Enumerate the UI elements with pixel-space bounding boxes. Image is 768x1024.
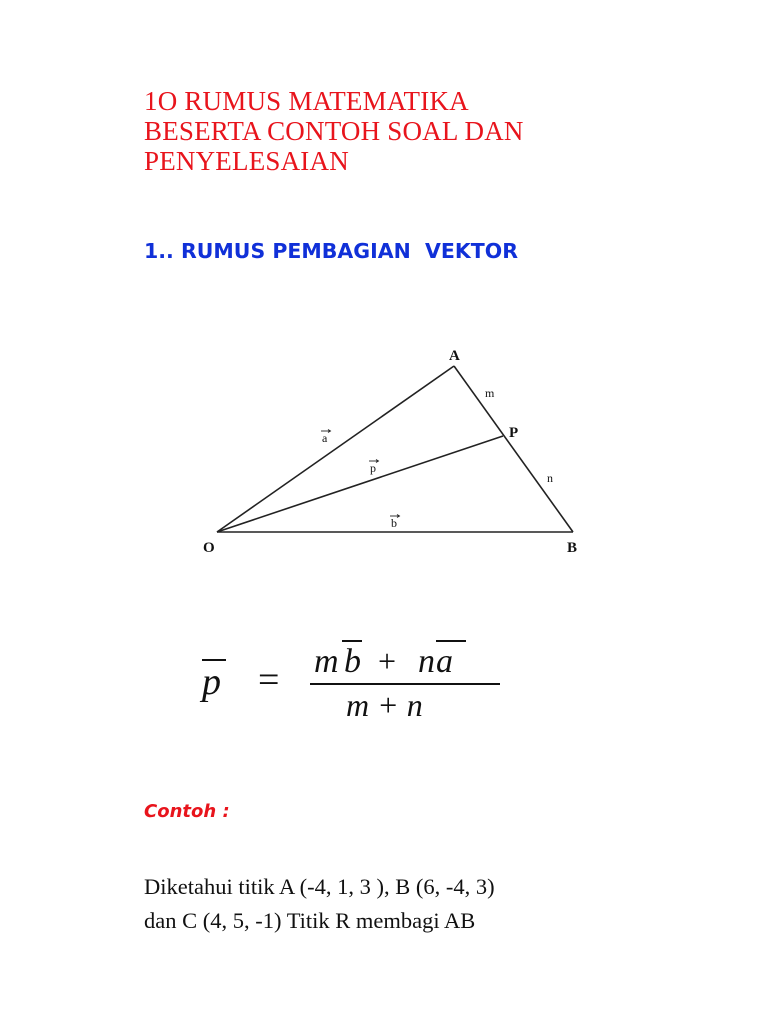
formula-lhs: p bbox=[202, 661, 221, 703]
formula-equals: = bbox=[258, 659, 280, 701]
title-line-2: BESERTA CONTOH SOAL DAN bbox=[144, 116, 524, 146]
side-ab bbox=[454, 366, 573, 532]
title-line-3: PENYELESAIAN bbox=[144, 146, 349, 176]
formula-denominator: m + n bbox=[346, 687, 423, 723]
side-oa bbox=[217, 366, 454, 532]
vector-division-formula bbox=[196, 628, 536, 724]
title-line-1: 1O RUMUS MATEMATIKA bbox=[144, 86, 469, 116]
vertex-a-label: A bbox=[449, 348, 460, 364]
vector-a-label: a bbox=[322, 431, 328, 445]
formula-num-a: a bbox=[436, 643, 453, 680]
document-title bbox=[144, 86, 644, 176]
vector-division-diagram bbox=[195, 340, 595, 560]
section-heading: 1.. RUMUS PEMBAGIAN VEKTOR bbox=[144, 239, 518, 263]
vertex-o-label: O bbox=[203, 540, 215, 556]
example-problem bbox=[144, 870, 664, 938]
vector-b-label: b bbox=[391, 516, 397, 530]
segment-n-label: n bbox=[547, 471, 553, 485]
vertex-p-label: P bbox=[509, 425, 519, 441]
formula-num-b: b bbox=[344, 643, 361, 680]
segment-m-label: m bbox=[485, 386, 495, 400]
segment-op bbox=[217, 436, 503, 532]
example-line-1: Diketahui titik A (-4, 1, 3 ), B (6, -4, 3) bbox=[144, 874, 495, 899]
formula-num-m: m bbox=[314, 643, 339, 680]
vertex-b-label: B bbox=[567, 540, 578, 556]
example-line-2: dan C (4, 5, -1) Titik R membagi AB bbox=[144, 908, 476, 933]
formula-num-n: n bbox=[418, 643, 435, 680]
formula-num-plus: + bbox=[378, 643, 397, 679]
vector-p-label: p bbox=[370, 461, 376, 475]
example-label: Contoh : bbox=[144, 801, 230, 822]
